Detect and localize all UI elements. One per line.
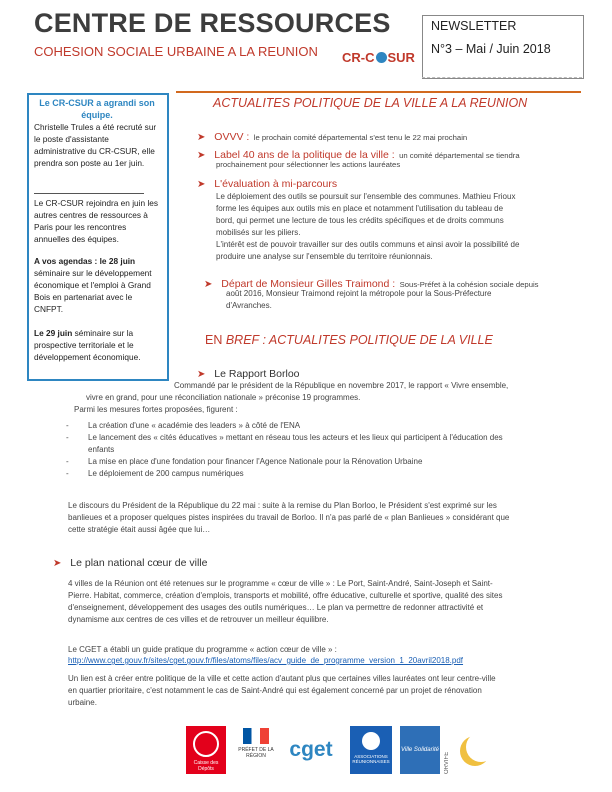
sidebar-paragraph: Le CR-CSUR rejoindra en juin les autres centres de ressources à Paris pour les rencontres annuelles des équipes. [34, 198, 159, 244]
sidebar-seminar: Le 29 juin séminaire sur la prospective territoriale et le développement économique. [34, 328, 141, 362]
sidebar-headline: Le CR-CSUR a agrandi son équipe. [39, 98, 155, 120]
list-item: enfants [88, 445, 115, 454]
list-item: - Le lancement des « cités éducatives » mettant en réseau tous les acteurs et les lieux qui participent à l'éducation des [66, 433, 503, 442]
list-item: - Le déploiement de 200 campus numériques [66, 469, 244, 478]
final-paragraph: Un lien est à créer entre politique de la ville et cette action d'autant plus que certaines villes lauréates ont leur centre-ville en quartier prioritaire, c'est notamment le cas de Saint-André qui est également concerné par un projet de rénovation urbaine. [68, 674, 496, 707]
section1-title: ACTUALITES POLITIQUE DE LA VILLE A LA REUNION [213, 96, 528, 110]
list-item: - La création d'une « académie des leaders » à côté de l'ENA [66, 421, 301, 430]
cget-guide-link[interactable]: http://www.cget.gouv.fr/sites/cget.gouv.fr/files/atoms/files/acv_guide_de_programme_version_1_20avril2018.pdf [68, 656, 464, 665]
orvife-logo: ORVIFE [444, 751, 450, 774]
newsletter-label: NEWSLETTER [431, 19, 517, 33]
list-item: ➤ Label 40 ans de la politique de la ville : un comité départemental se tiendra [197, 149, 520, 161]
borloo-paragraph: Commandé par le président de la République en novembre 2017, le rapport « Vivre ensemble, vivre en grand, pour une réconciliation nationale » préconise 19 programmes. Parmi les mesures fortes proposées, figurent : [74, 381, 509, 414]
newsletter-issue: N°3 – Mai / Juin 2018 [431, 42, 551, 56]
measures-list [66, 420, 586, 480]
eval-paragraph: Le déploiement des outils se poursuit sur l'ensemble des communes. Mathieu Frioux forme les équipes aux outils mis en place et notamment l'utilisation du tableau de bord, qui permet une lecture de tous les crédits spécifiques et de droits communs mobilisés sur les piliers. L'intérêt est de pouvoir travailler sur des outils communs et ainsi avoir la possibilité de produire une analyse sur l'ensemble du territoire réunionnais. [216, 192, 520, 261]
section-rule [176, 91, 581, 93]
list-item: ➤ Le plan national cœur de ville [53, 557, 208, 569]
arrow-bullet-icon: ➤ [197, 179, 206, 190]
cget-logo: cget [289, 738, 333, 761]
arrow-bullet-icon: ➤ [204, 279, 213, 290]
list-item: ➤ Départ de Monsieur Gilles Traimond : Sous-Préfet à la cohésion sociale depuis [204, 278, 539, 290]
arrow-bullet-icon: ➤ [197, 369, 206, 380]
arrow-bullet-icon: ➤ [53, 558, 62, 569]
page-subtitle: COHESION SOCIALE URBAINE A LA REUNION [34, 44, 318, 59]
associations-logo: ASSOCIATIONS RÉUNIONNAISES [350, 726, 392, 774]
depart-paragraph: août 2016, Monsieur Traimond rejoint la métropole pour la Sous-Préfecture d'Avranches. [226, 289, 492, 310]
list-item-cont: prochainement pour sélectionner les actions lauréates [216, 160, 401, 169]
prefet-logo: PRÉFET DE LA RÉGION [236, 726, 276, 774]
sidebar-divider [34, 193, 144, 194]
list-item: ➤ OVVV : le prochain comité départemental s'est tenu le 22 mai prochain [197, 131, 468, 143]
list-item: - La mise en place d'une fondation pour financer l'Agence Nationale pour la Rénovation Urbaine [66, 457, 423, 466]
discours-paragraph: Le discours du Président de la République du 22 mai : suite à la remise du Plan Borloo, le Président s'est exprimé sur les banlieues et a proposer quelques pistes inspirées du travail de Borloo. Il n'a pas parlé de « plan Banlieues » considérant que cette stratégie était aussi âgée que lui… [68, 501, 510, 534]
coeur-paragraph: 4 villes de la Réunion ont été retenues sur le programme « cœur de ville » : Le Port, Saint-André, Saint-Joseph et Saint- Pierre. Habitat, commerce, création d'emplois, transports et mobilité, offre éducative, culturelle et sportive, qualité des sites d'enseignement, développement des usages des outils numériques… Le plan va permettre de redonner attractivité et dynamisme aux centres de ces villes et de retrouver un meilleur équilibre. [68, 579, 503, 624]
list-item: ➤ Le Rapport Borloo [197, 368, 300, 380]
divider [422, 77, 582, 78]
logo-circle-icon [376, 52, 387, 63]
page-title: CENTRE DE RESSOURCES [34, 8, 391, 38]
caisse-depots-logo: Caisse des Dépôts [186, 726, 226, 774]
arrow-bullet-icon: ➤ [197, 132, 206, 143]
sidebar-paragraph: Christelle Trules a été recruté sur le poste d'assistante administrative du CR-CSUR, elle prendra son poste au 1er juin. [34, 122, 157, 168]
list-item: ➤ L'évaluation à mi-parcours [197, 178, 338, 190]
arrow-bullet-icon: ➤ [197, 150, 206, 161]
sidebar-agenda: A vos agendas : le 28 juin séminaire sur le développement économique et l'emploi à Grand Bois en partenariat avec le CNFPT. [34, 256, 152, 314]
partner-logos [186, 726, 586, 776]
ville-solidarite-logo: Ville Solidarité [400, 726, 440, 774]
section2-title: EN BREF : ACTUALITES POLITIQUE DE LA VILLE [205, 333, 493, 347]
cget-line: Le CGET a établi un guide pratique du programme « action cœur de ville » : [68, 645, 337, 654]
crcsur-logo: CR-C SUR [342, 50, 415, 65]
moon-logo [458, 726, 494, 774]
